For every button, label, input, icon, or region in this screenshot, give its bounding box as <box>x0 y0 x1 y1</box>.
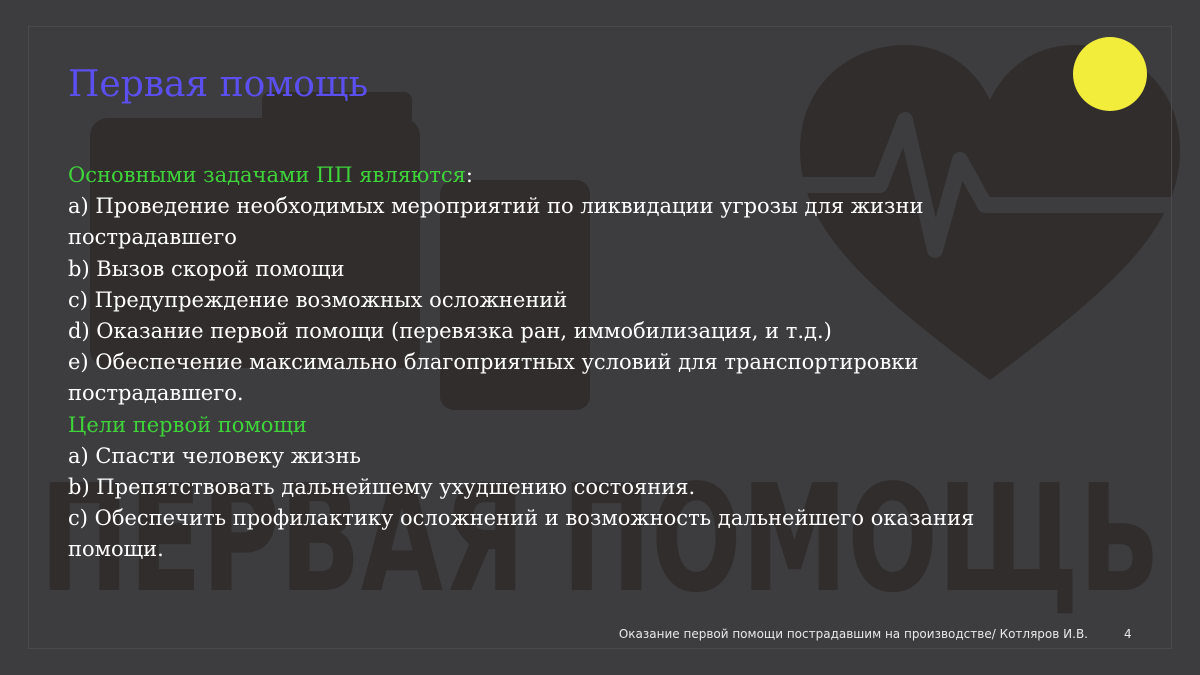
task-line: c) Предупреждение возможных осложнений <box>68 287 568 312</box>
goal-line: b) Препятствовать дальнейшему ухудшению состояния. <box>68 475 696 500</box>
sun-circle-icon <box>1073 37 1147 111</box>
goals-heading: Цели первой помощи <box>68 412 307 437</box>
watermark-text: ПЕРВАЯ ПОМОЩЬ <box>40 453 1160 625</box>
tasks-heading-line <box>68 160 1068 191</box>
page-number: 4 <box>1124 627 1132 641</box>
goal-line: a) Спасти человеку жизнь <box>68 443 361 468</box>
task-line: пострадавшего <box>68 225 237 250</box>
tasks-heading-colon: : <box>465 163 473 187</box>
slide-title: Первая помощь <box>68 64 369 105</box>
task-line: e) Обеспечение максимально благоприятных условий для транспортировки <box>68 350 919 375</box>
goal-line: c) Обеспечить профилактику осложнений и возможность дальнейшего оказания <box>68 506 975 531</box>
task-line: b) Вызов скорой помощи <box>68 256 345 281</box>
slide-content <box>68 160 1068 566</box>
task-line: пострадавшего. <box>68 381 244 406</box>
task-line: a) Проведение необходимых мероприятий по ликвидации угрозы для жизни <box>68 194 924 219</box>
task-line: d) Оказание первой помощи (перевязка ран, иммобилизация, и т.д.) <box>68 319 832 344</box>
tasks-heading: Основными задачами ПП являются <box>68 163 466 187</box>
slide-footer: Оказание первой помощи пострадавшим на производстве/ Котляров И.В. <box>618 627 1088 641</box>
goal-line: помощи. <box>68 537 164 562</box>
